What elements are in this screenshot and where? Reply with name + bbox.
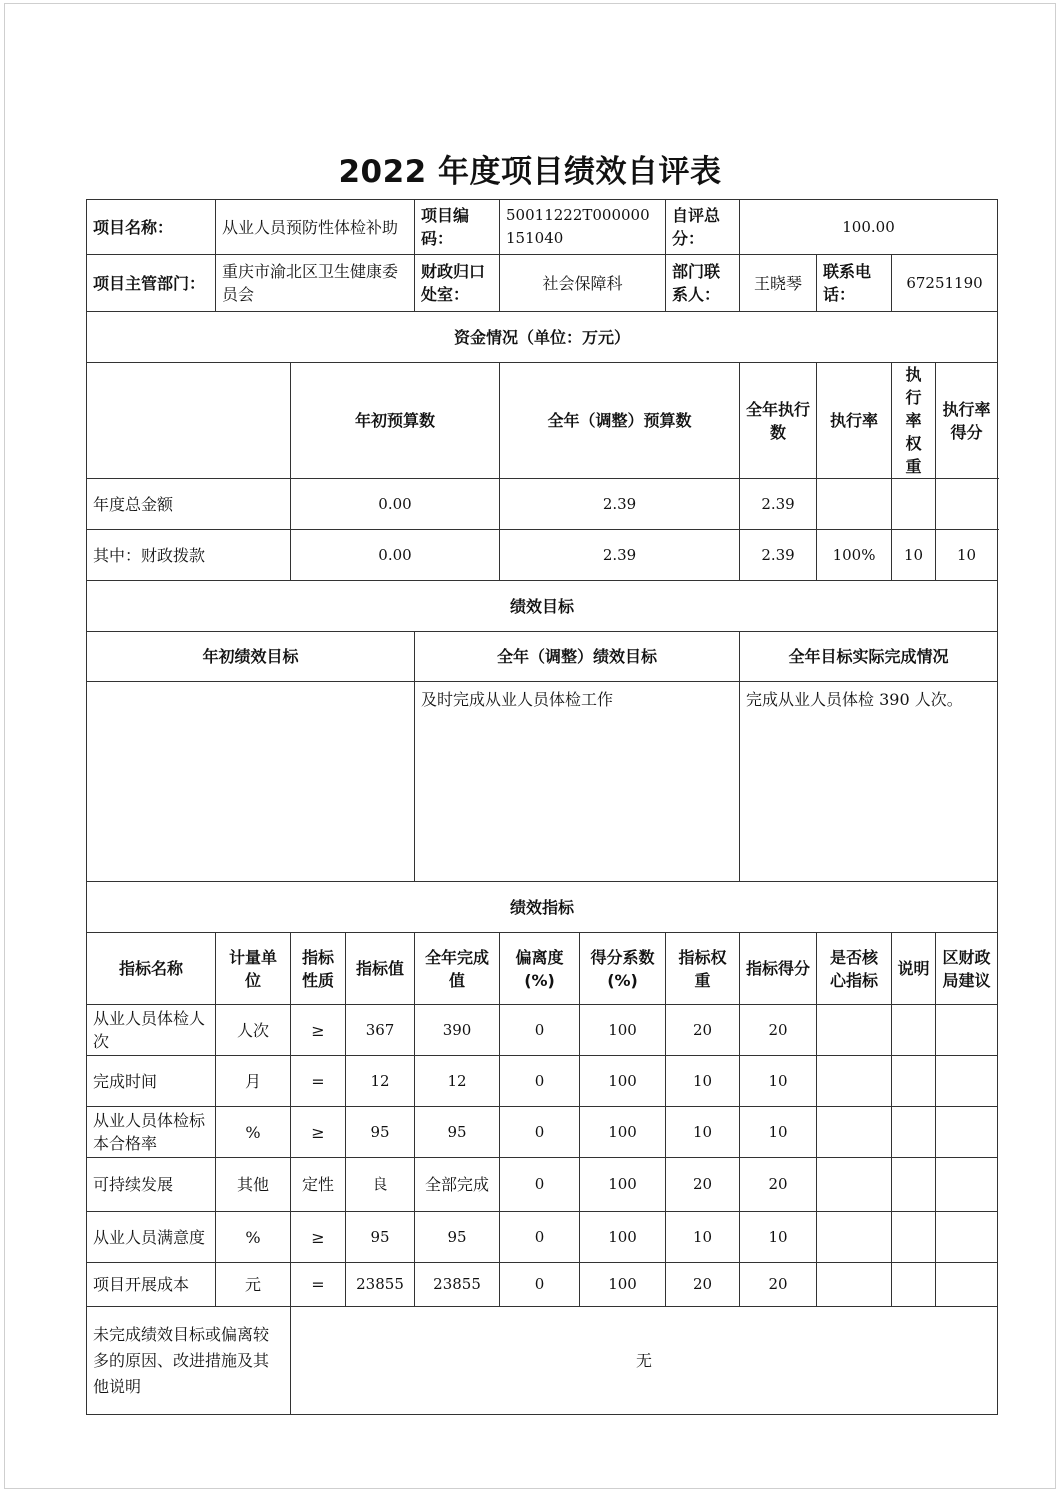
ind-name: 完成时间 [87, 1056, 216, 1107]
ind-col-weight: 指标权重 [666, 933, 740, 1005]
ind-score: 10 [740, 1056, 817, 1107]
ind-nature: 定性 [291, 1158, 346, 1212]
table-row [87, 1263, 998, 1307]
funding-weight: 10 [892, 530, 936, 581]
funding-executed: 2.39 [740, 479, 817, 530]
self-score-label: 自评总分： [666, 200, 740, 255]
ind-core [817, 1107, 892, 1158]
ind-target: 367 [346, 1005, 415, 1056]
goals-section-title: 绩效目标 [87, 581, 998, 632]
ind-nature: ≥ [291, 1212, 346, 1263]
ind-score: 10 [740, 1107, 817, 1158]
ind-core [817, 1005, 892, 1056]
ind-target: 良 [346, 1158, 415, 1212]
phone: 67251190 [892, 255, 998, 312]
funding-col-adjusted: 全年（调整）预算数 [500, 363, 740, 479]
ind-col-actual: 全年完成值 [415, 933, 500, 1005]
finance-office-label: 财政归口处室： [415, 255, 500, 312]
funding-adjusted: 2.39 [500, 479, 740, 530]
goals-adjusted: 及时完成从业人员体检工作 [415, 682, 740, 882]
ind-core [817, 1212, 892, 1263]
ind-col-advice: 区财政局建议 [936, 933, 998, 1005]
finance-office: 社会保障科 [500, 255, 666, 312]
ind-weight: 20 [666, 1158, 740, 1212]
table-row [87, 1056, 998, 1107]
goals-col-initial: 年初绩效目标 [87, 632, 415, 682]
ind-score: 10 [740, 1212, 817, 1263]
funding-col-rate: 执行率 [817, 363, 892, 479]
ind-advice [936, 1107, 998, 1158]
ind-target: 95 [346, 1212, 415, 1263]
ind-core [817, 1263, 892, 1307]
funding-weight [892, 479, 936, 530]
ind-unit: 其他 [216, 1158, 291, 1212]
goals-actual: 完成从业人员体检 390 人次。 [740, 682, 998, 882]
funding-row [87, 479, 998, 530]
ind-deviation: 0 [500, 1158, 580, 1212]
ind-nature: = [291, 1263, 346, 1307]
ind-target: 23855 [346, 1263, 415, 1307]
ind-advice [936, 1005, 998, 1056]
ind-col-name: 指标名称 [87, 933, 216, 1005]
ind-weight: 10 [666, 1212, 740, 1263]
funding-initial: 0.00 [291, 530, 500, 581]
self-score: 100.00 [740, 200, 998, 255]
ind-actual: 390 [415, 1005, 500, 1056]
ind-actual: 95 [415, 1107, 500, 1158]
ind-weight: 10 [666, 1107, 740, 1158]
ind-advice [936, 1056, 998, 1107]
funding-score: 10 [936, 530, 998, 581]
ind-name: 项目开展成本 [87, 1263, 216, 1307]
ind-core [817, 1056, 892, 1107]
funding-rate: 100% [817, 530, 892, 581]
ind-unit: 元 [216, 1263, 291, 1307]
ind-deviation: 0 [500, 1107, 580, 1158]
table-row [87, 1107, 998, 1158]
funding-col-weight: 执行率权重 [892, 363, 936, 479]
funding-row-label: 年度总金额 [87, 479, 291, 530]
ind-score: 20 [740, 1005, 817, 1056]
ind-actual: 12 [415, 1056, 500, 1107]
ind-col-unit: 计量单位 [216, 933, 291, 1005]
dept: 重庆市渝北区卫生健康委员会 [216, 255, 415, 312]
table-row [87, 1212, 998, 1263]
ind-note [892, 1056, 936, 1107]
ind-col-deviation: 偏离度(%) [500, 933, 580, 1005]
table-row [87, 1005, 998, 1056]
ind-deviation: 0 [500, 1263, 580, 1307]
project-name-label: 项目名称： [87, 200, 216, 255]
ind-name: 从业人员满意度 [87, 1212, 216, 1263]
ind-unit: 月 [216, 1056, 291, 1107]
indicators-section-title: 绩效指标 [87, 882, 998, 933]
table-row [87, 1158, 998, 1212]
project-code: 50011222T000000151040 [500, 200, 666, 255]
funding-col-executed: 全年执行数 [740, 363, 817, 479]
ind-name: 从业人员体检标本合格率 [87, 1107, 216, 1158]
ind-score: 20 [740, 1263, 817, 1307]
evaluation-table [86, 199, 998, 1415]
ind-coef: 100 [580, 1158, 666, 1212]
ind-note [892, 1005, 936, 1056]
ind-col-coef: 得分系数(%) [580, 933, 666, 1005]
contact-label: 部门联系人： [666, 255, 740, 312]
ind-target: 95 [346, 1107, 415, 1158]
ind-nature: = [291, 1056, 346, 1107]
ind-note [892, 1263, 936, 1307]
ind-actual: 95 [415, 1212, 500, 1263]
project-name: 从业人员预防性体检补助 [216, 200, 415, 255]
ind-name: 可持续发展 [87, 1158, 216, 1212]
ind-note [892, 1212, 936, 1263]
ind-target: 12 [346, 1056, 415, 1107]
ind-weight: 10 [666, 1056, 740, 1107]
funding-adjusted: 2.39 [500, 530, 740, 581]
ind-advice [936, 1263, 998, 1307]
ind-nature: ≥ [291, 1107, 346, 1158]
ind-col-target: 指标值 [346, 933, 415, 1005]
ind-actual: 23855 [415, 1263, 500, 1307]
funding-rate [817, 479, 892, 530]
funding-row [87, 530, 998, 581]
ind-coef: 100 [580, 1107, 666, 1158]
funding-col-initial: 年初预算数 [291, 363, 500, 479]
contact: 王晓琴 [740, 255, 817, 312]
ind-unit: % [216, 1107, 291, 1158]
funding-col-score: 执行率得分 [936, 363, 998, 479]
ind-deviation: 0 [500, 1056, 580, 1107]
ind-coef: 100 [580, 1056, 666, 1107]
ind-score: 20 [740, 1158, 817, 1212]
ind-note [892, 1158, 936, 1212]
ind-col-core: 是否核心指标 [817, 933, 892, 1005]
ind-col-note: 说明 [892, 933, 936, 1005]
dept-label: 项目主管部门： [87, 255, 216, 312]
ind-unit: % [216, 1212, 291, 1263]
ind-weight: 20 [666, 1005, 740, 1056]
ind-coef: 100 [580, 1005, 666, 1056]
funding-row-label: 其中：财政拨款 [87, 530, 291, 581]
ind-deviation: 0 [500, 1212, 580, 1263]
ind-actual: 全部完成 [415, 1158, 500, 1212]
ind-weight: 20 [666, 1263, 740, 1307]
remarks-label: 未完成绩效目标或偏离较多的原因、改进措施及其他说明 [87, 1307, 291, 1415]
ind-deviation: 0 [500, 1005, 580, 1056]
remarks-value: 无 [291, 1307, 998, 1415]
ind-advice [936, 1212, 998, 1263]
funding-section-title: 资金情况（单位：万元） [87, 312, 998, 363]
ind-name: 从业人员体检人次 [87, 1005, 216, 1056]
ind-advice [936, 1158, 998, 1212]
funding-initial: 0.00 [291, 479, 500, 530]
ind-col-score: 指标得分 [740, 933, 817, 1005]
ind-unit: 人次 [216, 1005, 291, 1056]
ind-coef: 100 [580, 1263, 666, 1307]
ind-coef: 100 [580, 1212, 666, 1263]
ind-core [817, 1158, 892, 1212]
ind-col-nature: 指标性质 [291, 933, 346, 1005]
phone-label: 联系电话： [817, 255, 892, 312]
page-title: 2022 年度项目绩效自评表 [338, 154, 722, 190]
goals-col-adjusted: 全年（调整）绩效目标 [415, 632, 740, 682]
goals-initial [87, 682, 415, 882]
project-code-label: 项目编码： [415, 200, 500, 255]
ind-nature: ≥ [291, 1005, 346, 1056]
funding-corner [87, 363, 291, 479]
funding-executed: 2.39 [740, 530, 817, 581]
funding-score [936, 479, 998, 530]
goals-col-actual: 全年目标实际完成情况 [740, 632, 998, 682]
ind-note [892, 1107, 936, 1158]
